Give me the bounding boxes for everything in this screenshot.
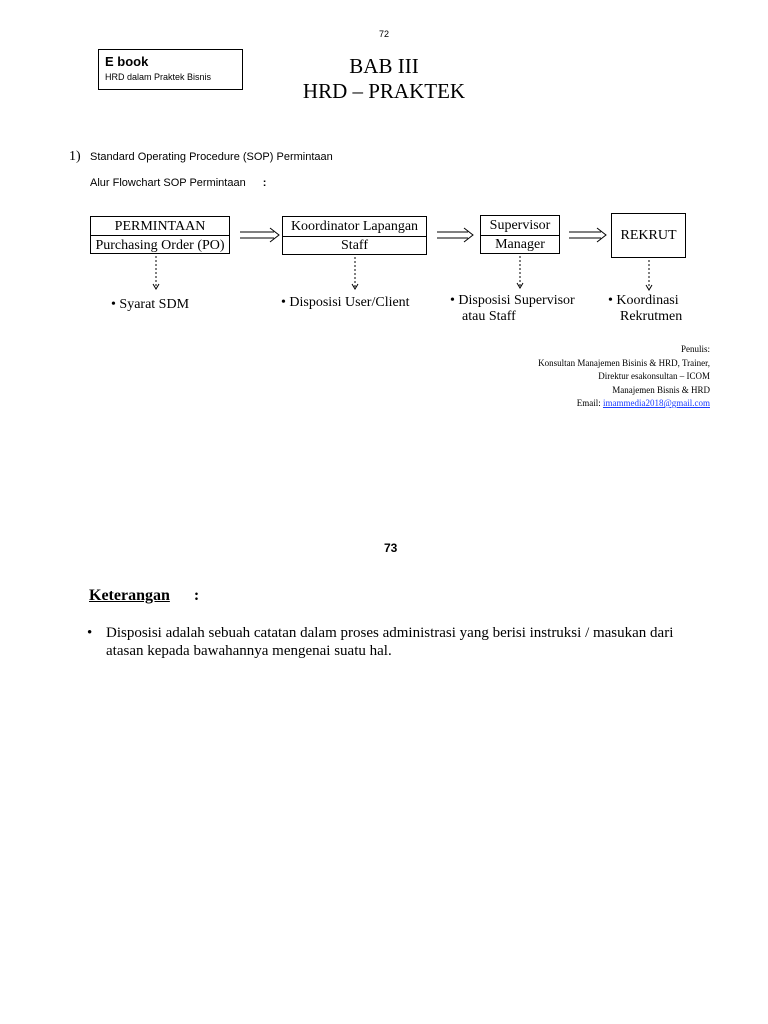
chapter-name: HRD – PRAKTEK <box>302 79 466 103</box>
flow-caption-colon: : <box>262 177 267 189</box>
double-arrow-icon <box>437 228 473 242</box>
section-number: 1) <box>69 149 81 164</box>
double-arrow-icon <box>240 228 279 242</box>
email-link[interactable]: imammedia2018@gmail.com <box>602 398 710 408</box>
flow-bullet-text-line2: Rekrutmen <box>620 309 683 324</box>
author-label: Penulis: <box>680 344 710 354</box>
flow-step-line2: Purchasing Order (PO) <box>95 237 225 253</box>
flow-step-line1: REKRUT <box>620 228 677 243</box>
keterangan-colon: : <box>193 587 200 604</box>
flow-bullet-text: Koordinasi <box>616 293 679 308</box>
bullet-icon: • <box>450 293 459 308</box>
flow-step-line2: Manager <box>495 237 545 253</box>
flow-bullet-2 <box>281 295 410 311</box>
email-label: Email: <box>576 398 601 408</box>
bullet-icon: • <box>87 625 93 641</box>
keterangan-text-line1: Disposisi adalah sebuah catatan dalam proses administrasi yang berisi instruksi / masukan dari <box>106 625 674 641</box>
flowchart-connectors <box>0 0 768 340</box>
section-title: Standard Operating Procedure (SOP) Permintaan <box>90 151 333 163</box>
flow-bullet-text: Syarat SDM <box>119 297 190 312</box>
keterangan-bullet <box>87 624 707 660</box>
ebook-subtitle: HRD dalam Praktek Bisnis <box>105 72 212 82</box>
keterangan-text-line2: atasan kepada bawahannya mengenai suatu hal. <box>106 643 392 659</box>
author-line2: Direktur esakonsultan – ICOM <box>598 371 710 381</box>
flow-bullet-text: Disposisi User/Client <box>289 295 410 310</box>
flow-bullet-3 <box>450 293 575 325</box>
flow-bullet-4 <box>608 293 682 325</box>
flow-step-line2: Staff <box>341 238 368 254</box>
chapter-number: BAB III <box>349 54 419 78</box>
flow-step-line1: Koordinator Lapangan <box>283 217 426 237</box>
flow-bullet-1 <box>111 297 189 313</box>
flow-bullet-text-line2: atau Staff <box>462 309 516 324</box>
page-number: 72 <box>378 29 389 39</box>
flow-step-line1: PERMINTAAN <box>91 217 229 236</box>
author-block <box>538 343 710 411</box>
flow-caption-text: Alur Flowchart SOP Permintaan <box>90 177 246 189</box>
page-number-2: 73 <box>384 541 398 555</box>
keterangan-title: Keterangan <box>89 587 170 604</box>
bullet-icon: • <box>608 293 617 308</box>
ebook-title: E book <box>105 54 149 69</box>
flow-bullet-text: Disposisi Supervisor <box>458 293 575 308</box>
bullet-icon: • <box>111 297 120 312</box>
flow-step-line1: Supervisor <box>481 216 559 236</box>
double-arrow-icon <box>569 228 606 242</box>
author-line3: Manajemen Bisnis & HRD <box>612 384 710 395</box>
keterangan-heading <box>89 587 199 605</box>
bullet-icon: • <box>281 295 290 310</box>
author-line1: Konsultan Manajemen Bisinis & HRD, Trainer, <box>538 357 710 368</box>
author-email-line <box>538 397 710 411</box>
